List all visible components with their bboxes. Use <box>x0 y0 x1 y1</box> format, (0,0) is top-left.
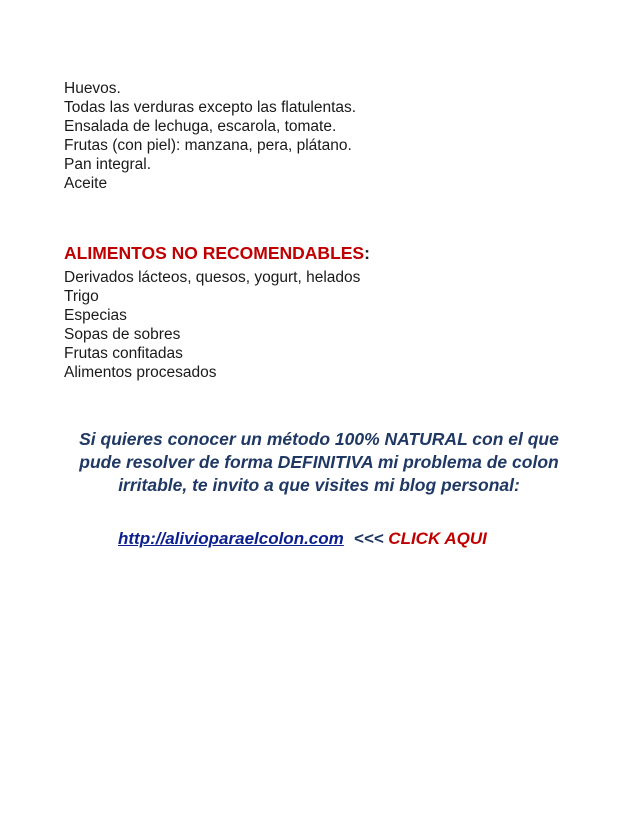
list-item: Alimentos procesados <box>64 364 217 381</box>
promo-line: Si quieres conocer un método 100% NATURAL con el que <box>79 429 559 449</box>
blog-link-line <box>118 529 487 549</box>
list-item: Huevos. <box>64 80 121 97</box>
list-item: Todas las verduras excepto las flatulentas. <box>64 99 357 116</box>
list-item: Especias <box>64 307 127 324</box>
arrows-indicator: <<< <box>353 529 384 548</box>
not-recommended-heading <box>64 243 370 264</box>
list-item: Pan integral. <box>64 156 152 173</box>
list-item: Aceite <box>64 175 108 192</box>
recommended-foods-list <box>64 79 356 193</box>
blog-link[interactable]: http://alivioparaelcolon.com <box>118 529 344 548</box>
list-item: Frutas (con piel): manzana, pera, plátano. <box>64 137 352 154</box>
promo-line: pude resolver de forma DEFINITIVA mi problema de colon <box>79 452 559 472</box>
not-recommended-foods-list <box>64 268 360 382</box>
click-here-label: CLICK AQUI <box>388 529 487 548</box>
list-item: Ensalada de lechuga, escarola, tomate. <box>64 118 337 135</box>
list-item: Frutas confitadas <box>64 345 183 362</box>
heading-colon: : <box>364 243 370 263</box>
promo-line: irritable, te invito a que visites mi blog personal: <box>118 475 520 495</box>
list-item: Trigo <box>64 288 99 305</box>
list-item: Sopas de sobres <box>64 326 181 343</box>
promo-paragraph <box>54 428 584 497</box>
heading-text: ALIMENTOS NO RECOMENDABLES <box>64 243 365 263</box>
list-item: Derivados lácteos, quesos, yogurt, helados <box>64 269 361 286</box>
